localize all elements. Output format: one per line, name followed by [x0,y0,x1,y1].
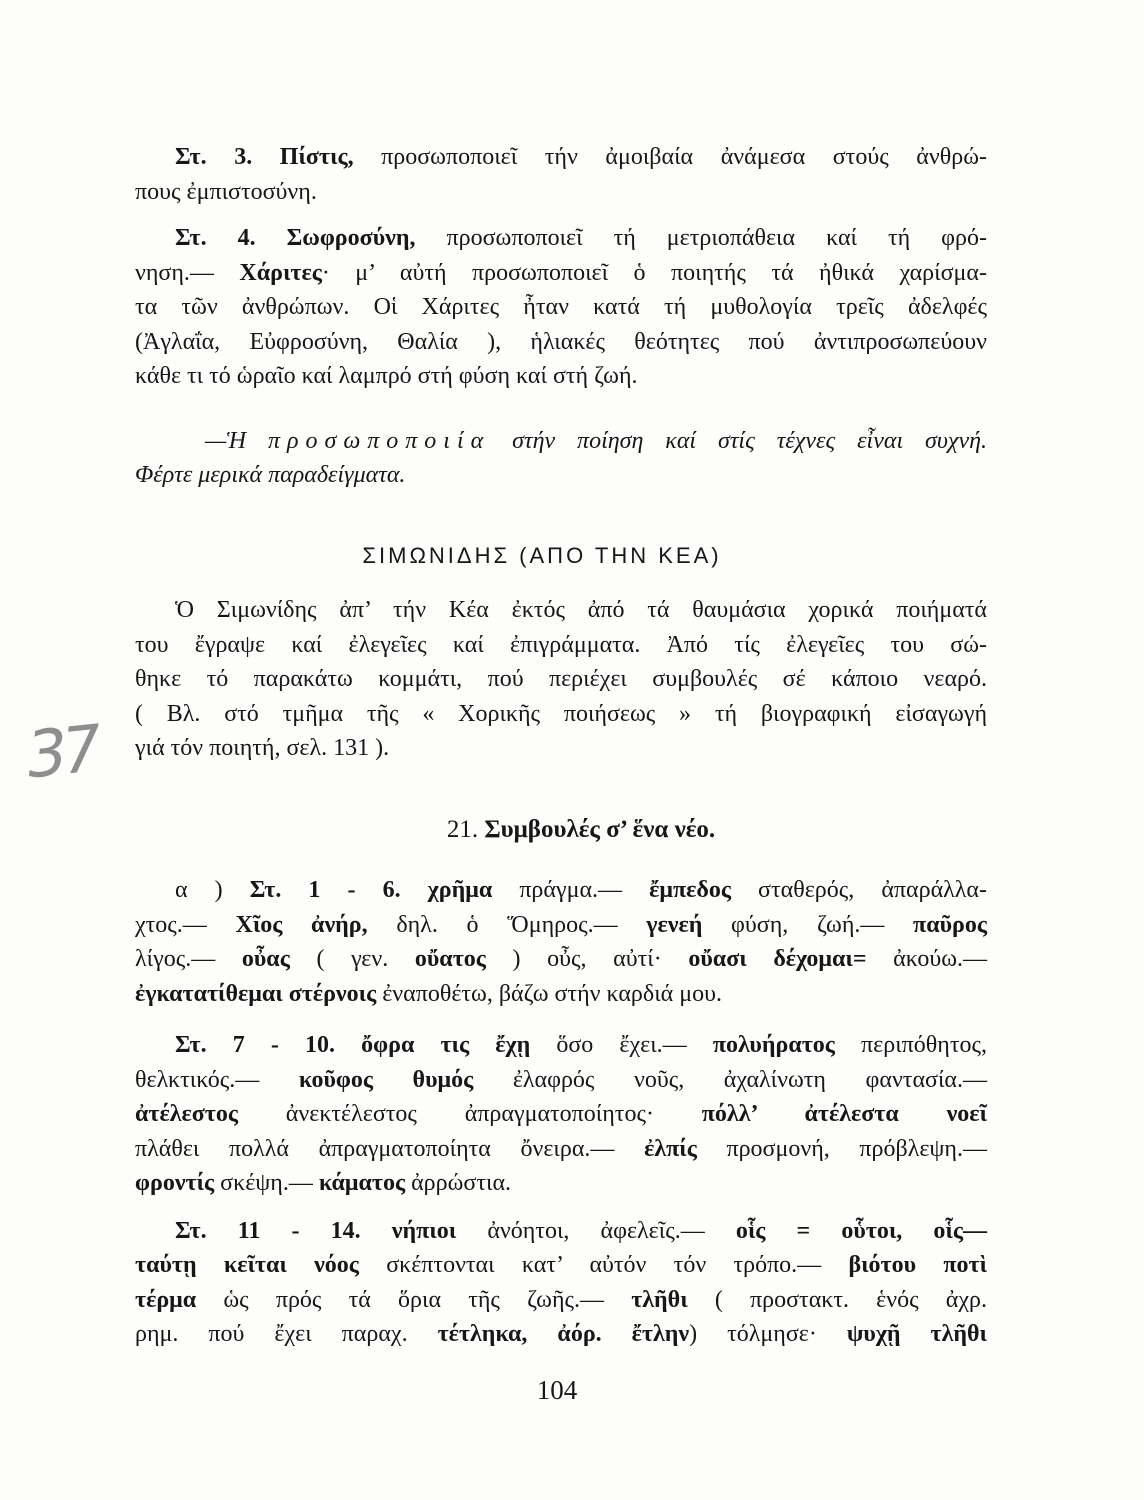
text-run: · μ’ αὐτή προσωποποιεῖ ὁ ποιητής τά ἠθικά χαρίσμα- [321,259,987,286]
text-run: πράγμα.— [492,877,650,903]
remark-personification [135,424,987,493]
text-run: πλάθει πολλά ἀπραγματοποίητα ὄνειρα.— [135,1135,645,1162]
text-run: προσμονή, πρόβλεψη.— [696,1135,987,1162]
text-run: ( γεν. [289,946,415,972]
text-run: θελκτικός.— [135,1066,299,1093]
bold-term: Στ. 1 - 6. χρῆμα [249,877,493,903]
text-run: Φέρτε μερικά παραδείγματα. [135,462,406,488]
text-line [135,1214,987,1249]
text-run: ἀρρώστια. [405,1170,512,1196]
text-line [135,1166,987,1201]
text-run: 21. [446,815,485,843]
handwritten-margin-note: 37 [22,711,100,795]
text-run: φύση, ζωή.— [702,911,914,938]
bold-term: ἔμπεδος [649,877,731,903]
bold-term: Χάριτες [239,259,322,286]
bold-term: παῦρος [913,911,988,938]
bold-term: ταύτῃ κεῖται νόος [135,1252,359,1278]
text-run: δηλ. ὁ Ὅμηρος.— [367,911,647,938]
text-run: ρημ. πού ἔχει παραχ. [135,1321,438,1347]
text-line [135,424,987,459]
text-run: ) τόλμησε· [689,1321,847,1347]
text-run: σκέψη.— [214,1170,319,1196]
text-run: σκέπτονται κατ’ αὐτόν τόν τρόπο.— [358,1252,849,1278]
bold-term: οὔασι δέχομαι= [688,946,867,972]
bold-term: ἐλπίς [644,1135,697,1162]
text-block [135,140,987,1352]
text-line [135,359,987,394]
text-line [135,873,987,908]
text-line [135,290,987,325]
text-run: α ) [175,877,250,903]
text-run: σταθερός, ἀπαράλλα- [730,877,988,903]
text-line [135,908,987,943]
text-line [135,1248,987,1283]
bold-term: πολυήρατος [712,1032,835,1058]
bold-term: οὔατος [414,946,486,972]
bold-term: φροντίς [135,1170,215,1196]
bold-term: τέτληκα, ἀόρ. ἔτλην [437,1321,690,1347]
text-run: ( προστακτ. ἑνός ἀχρ. [687,1286,988,1313]
text-line [135,1132,987,1167]
text-run: γιά τόν ποιητή, σελ. 131 ). [135,735,390,761]
bold-term: κάματος [318,1170,406,1196]
intro-simonides [135,593,987,766]
text-line [135,731,987,766]
text-line [135,1317,987,1352]
notes-lines-1-6 [135,873,987,1011]
text-run: ἀκούω.— [866,946,987,972]
text-line [135,256,987,291]
text-run: ὡς πρός τά ὅρια τῆς ζωῆς.— [196,1286,632,1313]
text-run: ἀνόητοι, ἀφελεῖς.— [456,1217,736,1244]
bold-term: κοῦφος θυμός [298,1066,474,1093]
bold-term: ἐγκατατίθεμαι στέρνοις [135,980,377,1007]
bold-term: ἀτέλεστος [135,1101,238,1127]
bold-term: Στ. 7 - 10. ὄφρα τις ἔχῃ [175,1032,531,1058]
text-line [135,175,987,210]
poem-title [135,813,987,848]
text-run: λίγος.— [135,946,242,972]
text-run: θηκε τό παρακάτω κομμάτι, πού περιέχει συμβουλές σέ κάποιο νεαρό. [135,666,987,692]
bold-term: Στ. 11 - 14. νήπιοι [175,1217,457,1244]
text-line [135,140,987,175]
note-line-4-sophrosyne [135,221,987,394]
bold-term: βιότου ποτὶ [848,1252,987,1278]
text-run: κάθε τι τό ὡραῖο καί λαμπρό στή φύση καί στή ζωή. [135,363,638,389]
text-run: Ὁ Σιμωνίδης ἀπ’ τήν Κέα ἐκτός ἀπό τά θαυμάσια χορικά ποιήματά [175,597,987,623]
text-run: ἀνεκτέλεστος ἀπραγματοποίητος· [238,1101,702,1127]
text-line [135,325,987,360]
text-run: ἐναποθέτω, βάζω στήν καρδιά μου. [376,980,722,1007]
text-line [135,1097,987,1132]
text-run: ἐλαφρός νοῦς, ἀχαλίνωτη φαντασία.— [473,1066,987,1093]
text-run: —Ἡ [205,427,268,454]
bold-term: τλῆθι [631,1286,688,1313]
text-line [135,628,987,663]
bold-term: Στ. 4. Σωφροσύνη, [175,225,416,251]
text-run: προσωποποιεῖ τήν ἀμοιβαία ἀνάμεσα στούς ἀνθρώ- [353,144,987,170]
text-line [135,1283,987,1318]
text-line [135,697,987,732]
text-run: πους ἐμπιστοσύνη. [135,178,317,205]
text-run: (Ἀγλαΐα, Εὐφροσύνη, Θαλία ), ἡλιακές θεότητες πού ἀντιπροσωπεύουν [135,328,987,355]
text-run: περιπόθητος, [834,1032,987,1058]
spaced-text: προσωποποιία [267,427,491,454]
bold-term: οἷς = οὗτοι, οἷς— [735,1217,988,1244]
text-line [135,593,987,628]
bold-term: Χῖος ἀνήρ, [235,911,368,938]
text-line [135,1063,987,1098]
page-number: 104 [536,1375,578,1405]
section-heading-simonides: ΣΙΜΩΝΙΔΗΣ (ΑΠΟ ΤΗΝ ΚΕΑ) [362,542,722,568]
text-run: προσωποποιεῖ τή μετριοπάθεια καί τή φρό- [415,225,987,251]
bold-term: ψυχῇ τλῆθι [846,1321,987,1347]
text-line [135,221,987,256]
text-run: του ἔγραψε καί ἐλεγεῖες καί ἐπιγράμματα. Ἀπό τίς ἐλεγεῖες του σώ- [135,631,987,658]
text-run: ὅσο ἔχει.— [530,1032,713,1058]
text-run: χτος.— [135,911,236,938]
text-run: στήν ποίηση καί στίς τέχνες εἶναι συχνή. [490,427,988,454]
bold-term: Συμβουλές σ’ ἕνα νέο. [484,815,716,843]
text-run: ) οὖς, αὐτί· [485,946,689,972]
text-line [135,662,987,697]
bold-term: Στ. 3. Πίστις, [175,144,354,170]
notes-lines-7-10 [135,1028,987,1201]
note-line-3-pistis [135,140,987,209]
bold-term: γενεή [646,911,703,938]
text-run: τα τῶν ἀνθρώπων. Οἱ Χάριτες ἦταν κατά τή μυθολογία τρεῖς ἀδελφές [135,294,987,320]
text-run: νηση.— [135,259,240,286]
text-line [135,458,987,493]
text-run: ( Βλ. στό τμῆμα τῆς « Χορικῆς ποιήσεως » τή βιογραφική εἰσαγωγή [135,700,987,727]
notes-lines-11-14 [135,1214,987,1352]
text-line [135,942,987,977]
bold-term: πόλλ’ ἀτέλεστα νοεῖ [701,1101,987,1127]
text-line [135,977,987,1012]
text-line [135,1028,987,1063]
bold-term: τέρμα [135,1286,197,1313]
bold-term: οὖας [241,946,290,972]
